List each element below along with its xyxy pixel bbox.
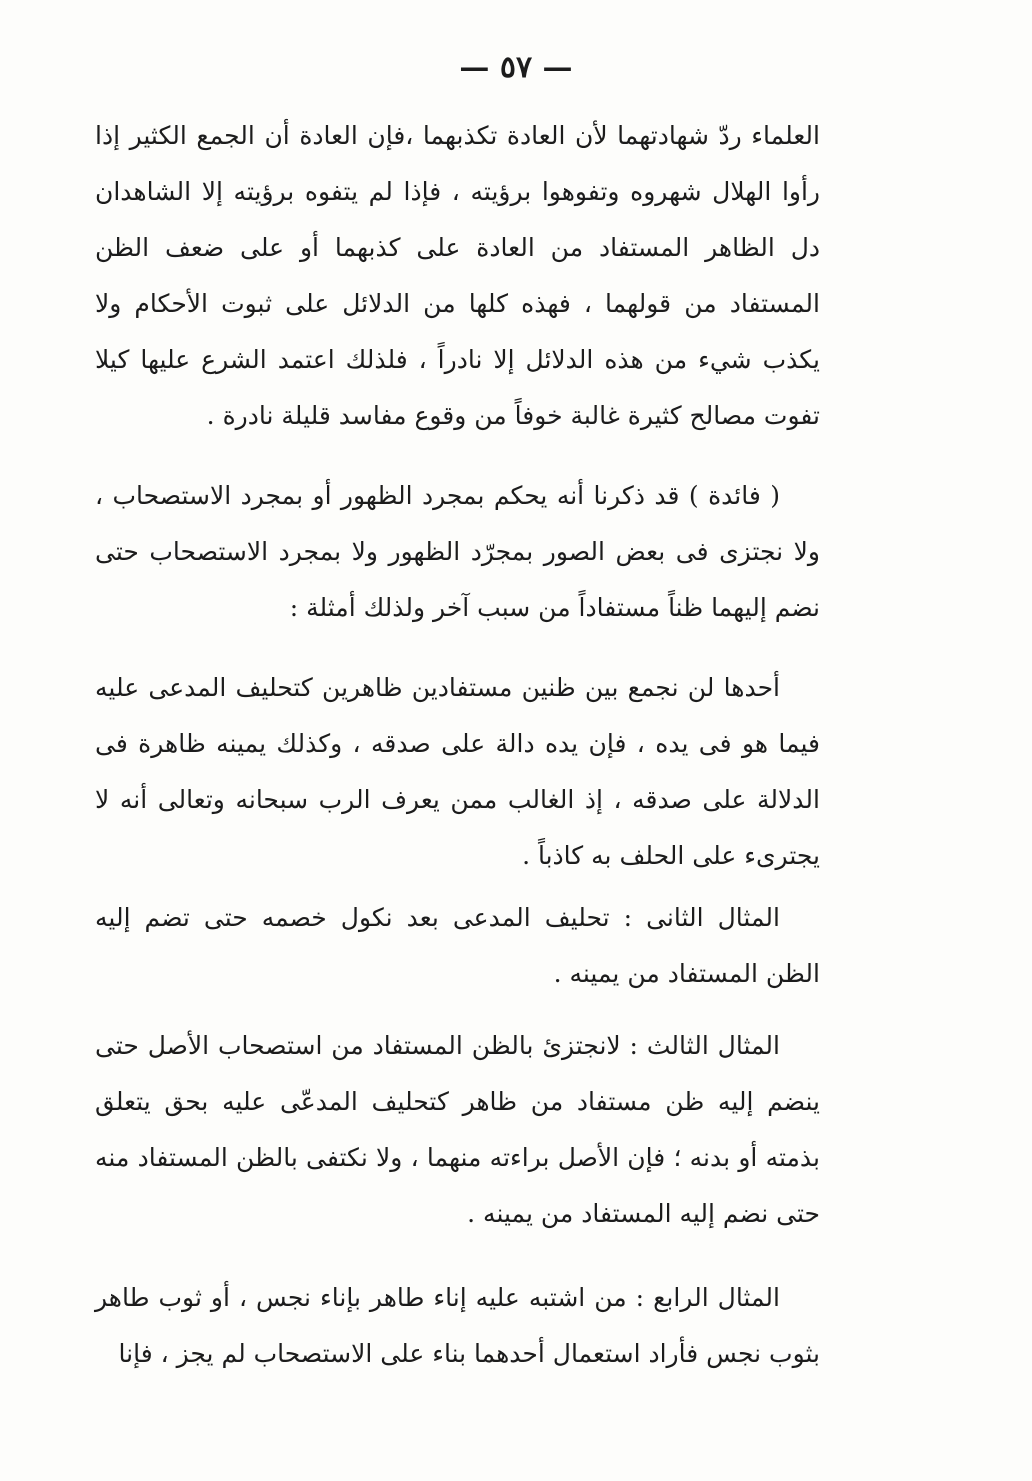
paragraph-text: المثال الرابع : من اشتبه عليه إناء طاهر بإناء نجس ، أو ثوب طاهر بثوب نجس فأراد استعمال أحدهما بناء على الاستصحاب لم يجز ، فإنا	[95, 1283, 820, 1368]
paragraph-example-two	[95, 890, 820, 1002]
page-number: — ٥٧ —	[459, 50, 573, 85]
paragraph-witnesses	[95, 108, 820, 444]
paragraph-example-three	[95, 1018, 820, 1242]
paragraph-text: المثال الثانى : تحليف المدعى بعد نكول خصمه حتى تضم إليه الظن المستفاد من يمينه .	[95, 903, 820, 988]
paragraph-example-one	[95, 660, 820, 884]
paragraph-text: المثال الثالث : لانجتزئ بالظن المستفاد من استصحاب الأصل حتى ينضم إليه ظن مستفاد من ظاهر كتحليف المدعّى عليه بحق يتعلق بذمته أو بدنه ؛ فإن الأصل براءته منهما ، ولا نكتفى بالظن المستفاد منه حتى نضم إليه المستفاد من يمينه .	[95, 1031, 820, 1228]
paragraph-text: أحدها لن نجمع بين ظنين مستفادين ظاهرين كتحليف المدعى عليه فيما هو فى يده ، فإن يده دالة على صدقه ، وكذلك يمينه ظاهرة فى الدلالة على صدقه ، إذ الغالب ممن يعرف الرب سبحانه وتعالى أنه لا يجترىء على الحلف به كاذباً .	[95, 673, 820, 870]
paragraph-text: العلماء ردّ شهادتهما لأن العادة تكذبهما ،فإن العادة أن الجمع الكثير إذا رأوا الهلال شهروه وتفوهوا برؤيته ، فإذا لم يتفوه برؤيته إلا الشاهدان دل الظاهر المستفاد من العادة على كذبهما أو على ضعف الظن المستفاد من قولهما ، فهذه كلها من الدلائل على ثبوت الأحكام ولا يكذب شيء من هذه الدلائل إلا نادراً ، فلذلك اعتمد الشرع عليها كيلا تفوت مصالح كثيرة غالبة خوفاً من وقوع مفاسد قليلة نادرة .	[95, 121, 820, 430]
paragraph-text: ( فائدة ) قد ذكرنا أنه يحكم بمجرد الظهور أو بمجرد الاستصحاب ، ولا نجتزى فى بعض الصور بمجرّد الظهور ولا بمجرد الاستصحاب حتى نضم إليهما ظناً مستفاداً من سبب آخر ولذلك أمثلة :	[95, 481, 820, 622]
paragraph-benefit-note	[95, 468, 820, 636]
paragraph-example-four	[95, 1270, 820, 1382]
